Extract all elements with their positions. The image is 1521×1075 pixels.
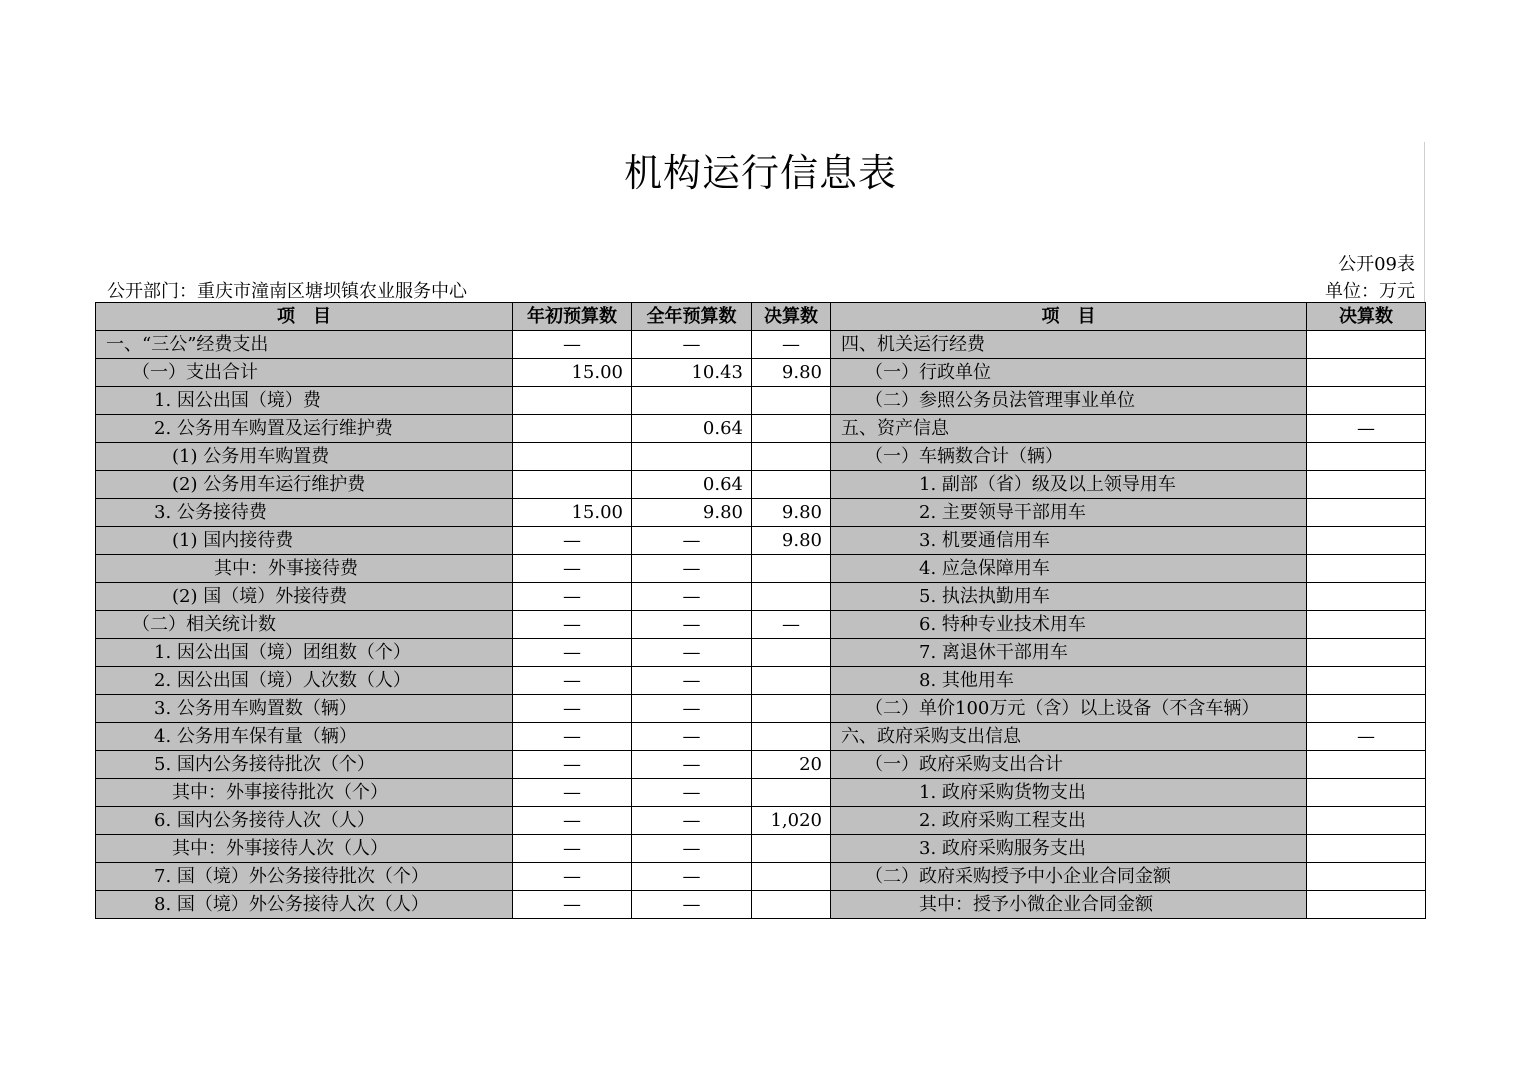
left-item: 2. 因公出国（境）人次数（人）: [96, 667, 513, 695]
header-final-right: 决算数: [1307, 303, 1426, 331]
header-right-item: 项 目: [831, 303, 1307, 331]
left-item: 8. 国（境）外公务接待人次（人）: [96, 891, 513, 919]
budget-full: 10.43: [632, 359, 752, 387]
final-right: [1307, 639, 1426, 667]
budget-full: —: [632, 667, 752, 695]
table-row: [96, 751, 1426, 779]
right-item: 3. 政府采购服务支出: [831, 835, 1307, 863]
final-left: 9.80: [752, 527, 831, 555]
table-row: [96, 359, 1426, 387]
budget-initial: [513, 443, 632, 471]
right-item: 四、机关运行经费: [831, 331, 1307, 359]
left-item: 4. 公务用车保有量（辆）: [96, 723, 513, 751]
final-right: [1307, 527, 1426, 555]
final-left: [752, 387, 831, 415]
final-left: [752, 639, 831, 667]
budget-initial: —: [513, 891, 632, 919]
final-left: [752, 891, 831, 919]
info-table: [95, 302, 1426, 919]
budget-full: —: [632, 835, 752, 863]
final-right: [1307, 387, 1426, 415]
final-left: 20: [752, 751, 831, 779]
final-left: 9.80: [752, 499, 831, 527]
table-row: [96, 527, 1426, 555]
right-item: 7. 离退休干部用车: [831, 639, 1307, 667]
final-right: [1307, 835, 1426, 863]
left-item: 3. 公务接待费: [96, 499, 513, 527]
final-right: [1307, 779, 1426, 807]
final-right: [1307, 443, 1426, 471]
left-item: 7. 国（境）外公务接待批次（个）: [96, 863, 513, 891]
left-item: 6. 国内公务接待人次（人）: [96, 807, 513, 835]
final-right: [1307, 583, 1426, 611]
budget-full: 0.64: [632, 471, 752, 499]
right-item: 6. 特种专业技术用车: [831, 611, 1307, 639]
right-item: 2. 主要领导干部用车: [831, 499, 1307, 527]
final-right: [1307, 695, 1426, 723]
final-right: [1307, 499, 1426, 527]
final-left: 9.80: [752, 359, 831, 387]
table-row: [96, 611, 1426, 639]
final-left: [752, 667, 831, 695]
budget-initial: —: [513, 555, 632, 583]
budget-initial: [513, 415, 632, 443]
right-item: 5. 执法执勤用车: [831, 583, 1307, 611]
table-row: [96, 331, 1426, 359]
budget-initial: —: [513, 863, 632, 891]
left-item: (2) 公务用车运行维护费: [96, 471, 513, 499]
right-item: 其中：授予小微企业合同金额: [831, 891, 1307, 919]
budget-initial: —: [513, 583, 632, 611]
left-item: (2) 国（境）外接待费: [96, 583, 513, 611]
right-item: （二）政府采购授予中小企业合同金额: [831, 863, 1307, 891]
budget-initial: [513, 471, 632, 499]
budget-initial: —: [513, 639, 632, 667]
final-left: [752, 779, 831, 807]
table-row: [96, 555, 1426, 583]
final-left: [752, 415, 831, 443]
budget-initial: —: [513, 527, 632, 555]
table-row: [96, 891, 1426, 919]
budget-full: —: [632, 611, 752, 639]
left-item: 5. 国内公务接待批次（个）: [96, 751, 513, 779]
table-number: 公开09表: [1338, 254, 1415, 275]
right-item: 六、政府采购支出信息: [831, 723, 1307, 751]
right-item: （二）单价100万元（含）以上设备（不含车辆）: [831, 695, 1307, 723]
budget-full: [632, 443, 752, 471]
left-item: 其中：外事接待人次（人）: [96, 835, 513, 863]
table-row: [96, 695, 1426, 723]
final-left: [752, 443, 831, 471]
right-item: （一）政府采购支出合计: [831, 751, 1307, 779]
right-item: （一）行政单位: [831, 359, 1307, 387]
final-left: 1,020: [752, 807, 831, 835]
budget-full: —: [632, 863, 752, 891]
final-right: [1307, 471, 1426, 499]
left-item: 其中：外事接待费: [96, 555, 513, 583]
header-budget-initial: 年初预算数: [513, 303, 632, 331]
final-right: [1307, 555, 1426, 583]
table-row: [96, 723, 1426, 751]
final-left: [752, 471, 831, 499]
left-item: (1) 国内接待费: [96, 527, 513, 555]
final-left: —: [752, 611, 831, 639]
final-right: [1307, 331, 1426, 359]
right-item: 五、资产信息: [831, 415, 1307, 443]
budget-full: —: [632, 723, 752, 751]
budget-initial: —: [513, 835, 632, 863]
page-edge-line: [1424, 142, 1425, 302]
right-item: （一）车辆数合计（辆）: [831, 443, 1307, 471]
final-right: —: [1307, 723, 1426, 751]
budget-full: —: [632, 779, 752, 807]
budget-initial: —: [513, 723, 632, 751]
final-left: [752, 695, 831, 723]
left-item: 一、“三公”经费支出: [96, 331, 513, 359]
budget-full: 0.64: [632, 415, 752, 443]
final-left: —: [752, 331, 831, 359]
table-row: [96, 471, 1426, 499]
table-row: [96, 779, 1426, 807]
table-row: [96, 863, 1426, 891]
final-right: [1307, 359, 1426, 387]
budget-initial: —: [513, 331, 632, 359]
final-left: [752, 555, 831, 583]
left-item: 1. 因公出国（境）团组数（个）: [96, 639, 513, 667]
page-title: 机构运行信息表: [623, 151, 897, 195]
final-right: [1307, 863, 1426, 891]
right-item: 2. 政府采购工程支出: [831, 807, 1307, 835]
left-item: (1) 公务用车购置费: [96, 443, 513, 471]
budget-full: —: [632, 331, 752, 359]
budget-initial: [513, 387, 632, 415]
left-item: 其中：外事接待批次（个）: [96, 779, 513, 807]
final-right: [1307, 611, 1426, 639]
final-left: [752, 835, 831, 863]
final-left: [752, 723, 831, 751]
right-item: 4. 应急保障用车: [831, 555, 1307, 583]
final-left: [752, 583, 831, 611]
right-item: 1. 政府采购货物支出: [831, 779, 1307, 807]
final-right: [1307, 807, 1426, 835]
budget-initial: 15.00: [513, 359, 632, 387]
final-right: [1307, 667, 1426, 695]
final-right: [1307, 891, 1426, 919]
budget-initial: —: [513, 751, 632, 779]
unit-label: 单位：万元: [1325, 281, 1415, 302]
table-row: [96, 583, 1426, 611]
budget-initial: 15.00: [513, 499, 632, 527]
table-row: [96, 499, 1426, 527]
table-row: [96, 807, 1426, 835]
table-row: [96, 835, 1426, 863]
budget-full: —: [632, 527, 752, 555]
left-item: 3. 公务用车购置数（辆）: [96, 695, 513, 723]
right-item: 8. 其他用车: [831, 667, 1307, 695]
budget-initial: —: [513, 667, 632, 695]
right-item: 3. 机要通信用车: [831, 527, 1307, 555]
budget-full: —: [632, 695, 752, 723]
header-budget-full: 全年预算数: [632, 303, 752, 331]
budget-full: —: [632, 583, 752, 611]
budget-initial: —: [513, 611, 632, 639]
department-label: 公开部门：重庆市潼南区塘坝镇农业服务中心: [107, 281, 467, 302]
final-right: [1307, 751, 1426, 779]
budget-full: —: [632, 639, 752, 667]
left-item: 1. 因公出国（境）费: [96, 387, 513, 415]
final-left: [752, 863, 831, 891]
right-item: （二）参照公务员法管理事业单位: [831, 387, 1307, 415]
left-item: （二）相关统计数: [96, 611, 513, 639]
budget-full: [632, 387, 752, 415]
budget-full: —: [632, 555, 752, 583]
header-final-left: 决算数: [752, 303, 831, 331]
budget-full: 9.80: [632, 499, 752, 527]
budget-full: —: [632, 751, 752, 779]
budget-full: —: [632, 807, 752, 835]
left-item: 2. 公务用车购置及运行维护费: [96, 415, 513, 443]
table-row: [96, 443, 1426, 471]
right-item: 1. 副部（省）级及以上领导用车: [831, 471, 1307, 499]
budget-initial: —: [513, 695, 632, 723]
table-row: [96, 387, 1426, 415]
left-item: （一）支出合计: [96, 359, 513, 387]
table-row: [96, 667, 1426, 695]
final-right: —: [1307, 415, 1426, 443]
budget-initial: —: [513, 779, 632, 807]
header-left-item: 项 目: [96, 303, 513, 331]
table-header-row: [96, 303, 1426, 331]
table-row: [96, 415, 1426, 443]
table-row: [96, 639, 1426, 667]
budget-full: —: [632, 891, 752, 919]
budget-initial: —: [513, 807, 632, 835]
